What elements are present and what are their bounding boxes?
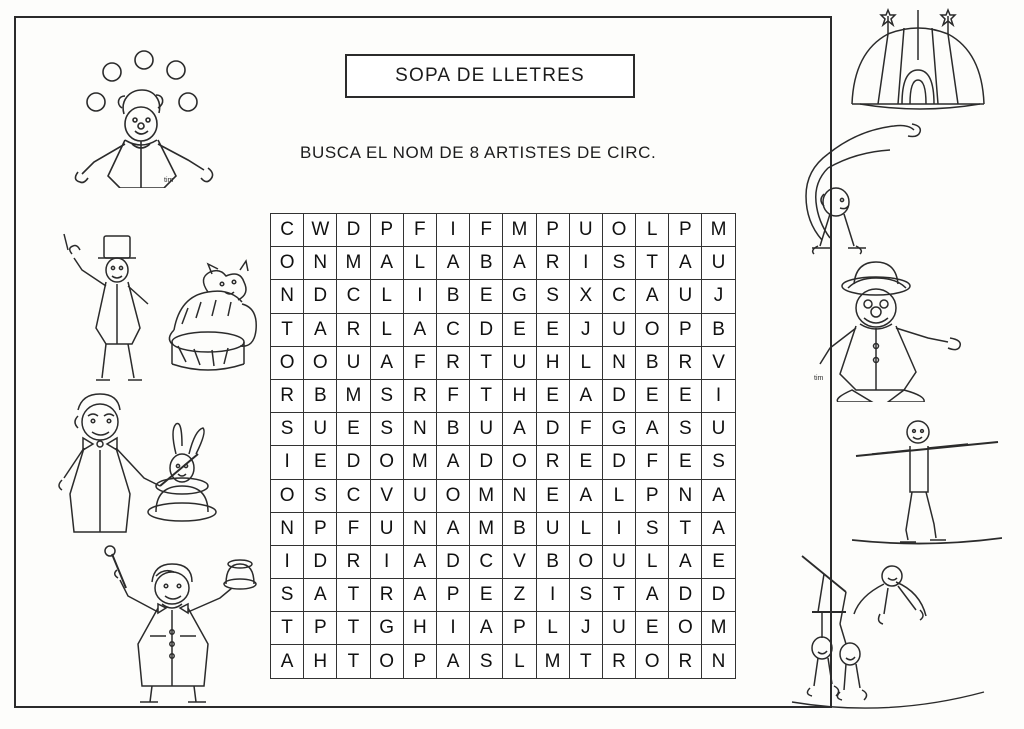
magician bbox=[48, 382, 238, 542]
grid-cell[interactable]: U bbox=[702, 247, 735, 280]
word-search-grid[interactable] bbox=[270, 213, 736, 679]
grid-cell[interactable]: P bbox=[669, 314, 702, 347]
grid-cell[interactable]: T bbox=[570, 645, 603, 678]
grid-cell[interactable]: O bbox=[669, 612, 702, 645]
grid-cell[interactable]: R bbox=[337, 546, 370, 579]
grid-cell[interactable]: D bbox=[304, 546, 337, 579]
grid-cell[interactable]: N bbox=[271, 280, 304, 313]
grid-cell[interactable]: S bbox=[603, 247, 636, 280]
grid-cell[interactable]: O bbox=[271, 347, 304, 380]
grid-cell[interactable]: B bbox=[470, 247, 503, 280]
grid-cell[interactable]: C bbox=[603, 280, 636, 313]
grid-cell[interactable]: I bbox=[371, 546, 404, 579]
grid-cell[interactable]: I bbox=[603, 513, 636, 546]
grid-cell[interactable]: T bbox=[669, 513, 702, 546]
grid-cell[interactable]: M bbox=[470, 513, 503, 546]
grid-cell[interactable]: A bbox=[702, 513, 735, 546]
grid-cell[interactable]: J bbox=[702, 280, 735, 313]
grid-cell[interactable]: W bbox=[304, 214, 337, 247]
grid-cell[interactable]: H bbox=[404, 612, 437, 645]
grid-cell[interactable]: B bbox=[537, 546, 570, 579]
grid-cell[interactable]: F bbox=[337, 513, 370, 546]
grid-cell[interactable]: A bbox=[404, 314, 437, 347]
grid-cell[interactable]: N bbox=[702, 645, 735, 678]
ringmaster bbox=[98, 544, 268, 704]
grid-cell[interactable]: N bbox=[404, 513, 437, 546]
title-box bbox=[345, 54, 635, 98]
clown bbox=[812, 252, 982, 402]
grid-cell[interactable]: L bbox=[371, 314, 404, 347]
grid-cell[interactable]: A bbox=[570, 380, 603, 413]
grid-cell[interactable]: A bbox=[437, 645, 470, 678]
grid-cell[interactable]: G bbox=[371, 612, 404, 645]
grid-cell[interactable]: I bbox=[537, 579, 570, 612]
grid-cell[interactable]: O bbox=[271, 480, 304, 513]
grid-cell[interactable]: F bbox=[470, 214, 503, 247]
grid-cell[interactable]: L bbox=[636, 214, 669, 247]
grid-cell[interactable]: X bbox=[570, 280, 603, 313]
grid-cell[interactable]: R bbox=[537, 247, 570, 280]
grid-cell[interactable]: U bbox=[702, 413, 735, 446]
grid-cell[interactable]: A bbox=[636, 413, 669, 446]
grid-cell[interactable]: H bbox=[304, 645, 337, 678]
grid-cell[interactable]: M bbox=[404, 446, 437, 479]
tightrope-walker bbox=[852, 412, 1002, 552]
grid-cell[interactable]: O bbox=[570, 546, 603, 579]
grid-cell[interactable]: O bbox=[371, 446, 404, 479]
grid-cell[interactable]: O bbox=[636, 645, 669, 678]
grid-row bbox=[271, 247, 736, 280]
grid-cell[interactable]: T bbox=[470, 347, 503, 380]
grid-cell[interactable]: R bbox=[537, 446, 570, 479]
grid-row bbox=[271, 546, 736, 579]
grid-cell[interactable]: E bbox=[537, 480, 570, 513]
grid-cell[interactable]: Z bbox=[503, 579, 536, 612]
grid-cell[interactable]: L bbox=[537, 612, 570, 645]
grid-cell[interactable]: S bbox=[470, 645, 503, 678]
grid-cell[interactable]: F bbox=[404, 214, 437, 247]
grid-cell[interactable]: N bbox=[669, 480, 702, 513]
grid-cell[interactable]: N bbox=[603, 347, 636, 380]
grid-cell[interactable]: C bbox=[271, 214, 304, 247]
grid-cell[interactable]: U bbox=[537, 513, 570, 546]
grid-cell[interactable]: S bbox=[271, 413, 304, 446]
grid-cell[interactable]: L bbox=[404, 247, 437, 280]
grid-cell[interactable]: A bbox=[503, 247, 536, 280]
grid-cell[interactable]: O bbox=[636, 314, 669, 347]
grid-cell[interactable]: B bbox=[503, 513, 536, 546]
page-title: SOPA DE LLETRES bbox=[395, 65, 585, 86]
grid-cell[interactable]: O bbox=[437, 480, 470, 513]
grid-cell[interactable]: I bbox=[570, 247, 603, 280]
grid-cell[interactable]: S bbox=[537, 280, 570, 313]
grid-cell[interactable]: O bbox=[503, 446, 536, 479]
grid-cell[interactable]: S bbox=[636, 513, 669, 546]
grid-cell[interactable]: E bbox=[669, 380, 702, 413]
grid-cell[interactable]: E bbox=[669, 446, 702, 479]
grid-cell[interactable]: S bbox=[669, 413, 702, 446]
grid-cell[interactable]: A bbox=[702, 480, 735, 513]
grid-row bbox=[271, 579, 736, 612]
grid-cell[interactable]: I bbox=[271, 446, 304, 479]
grid-cell[interactable]: D bbox=[603, 446, 636, 479]
grid-cell[interactable]: N bbox=[404, 413, 437, 446]
grid-cell[interactable]: T bbox=[337, 612, 370, 645]
grid-cell[interactable]: M bbox=[503, 214, 536, 247]
grid-cell[interactable]: A bbox=[404, 546, 437, 579]
grid-cell[interactable]: S bbox=[271, 579, 304, 612]
grid-cell[interactable]: D bbox=[337, 214, 370, 247]
grid-cell[interactable]: B bbox=[636, 347, 669, 380]
grid-cell[interactable]: D bbox=[304, 280, 337, 313]
grid-cell[interactable]: U bbox=[371, 513, 404, 546]
grid-cell[interactable]: L bbox=[603, 480, 636, 513]
grid-cell[interactable]: T bbox=[603, 579, 636, 612]
grid-cell[interactable]: A bbox=[437, 513, 470, 546]
grid-cell[interactable]: U bbox=[669, 280, 702, 313]
grid-row bbox=[271, 645, 736, 678]
grid-row bbox=[271, 612, 736, 645]
grid-cell[interactable]: U bbox=[503, 347, 536, 380]
grid-cell[interactable]: E bbox=[702, 546, 735, 579]
grid-cell[interactable]: P bbox=[304, 513, 337, 546]
grid-cell[interactable]: F bbox=[570, 413, 603, 446]
grid-row bbox=[271, 280, 736, 313]
grid-cell[interactable]: P bbox=[404, 645, 437, 678]
grid-cell[interactable]: T bbox=[337, 579, 370, 612]
grid-cell[interactable]: F bbox=[636, 446, 669, 479]
grid-cell[interactable]: U bbox=[304, 413, 337, 446]
grid-cell[interactable]: E bbox=[337, 413, 370, 446]
grid-cell[interactable]: A bbox=[570, 480, 603, 513]
grid-cell[interactable]: P bbox=[503, 612, 536, 645]
grid-cell[interactable]: M bbox=[702, 612, 735, 645]
grid-cell[interactable]: A bbox=[304, 314, 337, 347]
grid-cell[interactable]: E bbox=[636, 612, 669, 645]
grid-cell[interactable]: L bbox=[503, 645, 536, 678]
grid-cell[interactable]: A bbox=[271, 645, 304, 678]
grid-cell[interactable]: A bbox=[371, 247, 404, 280]
grid-cell[interactable]: D bbox=[437, 546, 470, 579]
grid-cell[interactable]: S bbox=[371, 413, 404, 446]
grid-cell[interactable]: E bbox=[537, 314, 570, 347]
grid-cell[interactable]: H bbox=[503, 380, 536, 413]
grid-cell[interactable]: L bbox=[636, 546, 669, 579]
grid-cell[interactable]: P bbox=[304, 612, 337, 645]
grid-cell[interactable]: L bbox=[570, 347, 603, 380]
grid-cell[interactable]: S bbox=[304, 480, 337, 513]
grid-cell[interactable]: G bbox=[603, 413, 636, 446]
grid-cell[interactable]: F bbox=[404, 347, 437, 380]
grid-cell[interactable]: T bbox=[470, 380, 503, 413]
grid-cell[interactable]: S bbox=[702, 446, 735, 479]
grid-cell[interactable]: O bbox=[271, 247, 304, 280]
grid-cell[interactable]: M bbox=[537, 645, 570, 678]
grid-cell[interactable]: N bbox=[503, 480, 536, 513]
grid-cell[interactable]: E bbox=[304, 446, 337, 479]
grid-cell[interactable]: M bbox=[337, 380, 370, 413]
grid-cell[interactable]: U bbox=[337, 347, 370, 380]
grid-cell[interactable]: R bbox=[603, 645, 636, 678]
grid-cell[interactable]: J bbox=[570, 314, 603, 347]
grid-cell[interactable]: E bbox=[636, 380, 669, 413]
grid-row bbox=[271, 480, 736, 513]
grid-cell[interactable]: R bbox=[669, 645, 702, 678]
grid-cell[interactable]: U bbox=[603, 546, 636, 579]
grid-cell[interactable]: C bbox=[337, 280, 370, 313]
grid-cell[interactable]: I bbox=[437, 612, 470, 645]
grid-cell[interactable]: B bbox=[437, 280, 470, 313]
grid-cell[interactable]: J bbox=[570, 612, 603, 645]
grid-row bbox=[271, 413, 736, 446]
grid-row bbox=[271, 513, 736, 546]
grid-cell[interactable]: E bbox=[570, 446, 603, 479]
grid-cell[interactable]: A bbox=[304, 579, 337, 612]
grid-row bbox=[271, 446, 736, 479]
grid-cell[interactable]: O bbox=[603, 214, 636, 247]
grid-cell[interactable]: A bbox=[636, 579, 669, 612]
grid-cell[interactable]: A bbox=[404, 579, 437, 612]
grid-cell[interactable]: C bbox=[470, 546, 503, 579]
grid-cell[interactable]: D bbox=[537, 413, 570, 446]
grid-cell[interactable]: R bbox=[437, 347, 470, 380]
grid-cell[interactable]: V bbox=[503, 546, 536, 579]
grid-cell[interactable]: D bbox=[603, 380, 636, 413]
grid-cell[interactable]: O bbox=[304, 347, 337, 380]
grid-cell[interactable]: F bbox=[437, 380, 470, 413]
grid-cell[interactable]: P bbox=[371, 214, 404, 247]
grid-cell[interactable]: L bbox=[570, 513, 603, 546]
svg-text:tim: tim bbox=[814, 375, 824, 382]
grid-cell[interactable]: I bbox=[271, 546, 304, 579]
grid-cell[interactable]: B bbox=[702, 314, 735, 347]
grid-cell[interactable]: L bbox=[371, 280, 404, 313]
grid-cell[interactable]: U bbox=[603, 612, 636, 645]
grid-cell[interactable]: E bbox=[537, 380, 570, 413]
grid-cell[interactable]: M bbox=[470, 480, 503, 513]
grid-cell[interactable]: H bbox=[537, 347, 570, 380]
grid-cell[interactable]: A bbox=[636, 280, 669, 313]
grid-cell[interactable]: B bbox=[437, 413, 470, 446]
grid-cell[interactable]: C bbox=[337, 480, 370, 513]
grid-cell[interactable]: I bbox=[702, 380, 735, 413]
grid-cell[interactable]: D bbox=[337, 446, 370, 479]
grid-cell[interactable]: R bbox=[669, 347, 702, 380]
grid-cell[interactable]: E bbox=[470, 280, 503, 313]
grid-row bbox=[271, 347, 736, 380]
grid-cell[interactable]: D bbox=[669, 579, 702, 612]
grid-cell[interactable]: D bbox=[470, 314, 503, 347]
grid-cell[interactable]: C bbox=[437, 314, 470, 347]
grid-cell[interactable]: A bbox=[503, 413, 536, 446]
juggler-clown bbox=[72, 48, 232, 188]
grid-cell[interactable]: B bbox=[304, 380, 337, 413]
grid-row bbox=[271, 214, 736, 247]
lion-tamer bbox=[62, 224, 262, 384]
grid-cell[interactable]: V bbox=[702, 347, 735, 380]
grid-cell[interactable]: T bbox=[271, 314, 304, 347]
grid-cell[interactable]: U bbox=[603, 314, 636, 347]
grid-cell[interactable]: M bbox=[337, 247, 370, 280]
contortionist bbox=[758, 118, 928, 258]
grid-cell[interactable]: R bbox=[371, 579, 404, 612]
grid-cell[interactable]: I bbox=[404, 280, 437, 313]
instruction-text: BUSCA EL NOM DE 8 ARTISTES DE CIRC. bbox=[300, 143, 657, 162]
grid-cell[interactable]: P bbox=[669, 214, 702, 247]
grid-cell[interactable]: V bbox=[371, 480, 404, 513]
grid-cell[interactable]: T bbox=[337, 645, 370, 678]
grid-cell[interactable]: N bbox=[271, 513, 304, 546]
grid-row bbox=[271, 314, 736, 347]
grid-cell[interactable]: A bbox=[470, 612, 503, 645]
grid-cell[interactable]: R bbox=[337, 314, 370, 347]
grid-row bbox=[271, 380, 736, 413]
grid-cell[interactable]: R bbox=[404, 380, 437, 413]
grid-cell[interactable]: A bbox=[437, 247, 470, 280]
grid-cell[interactable]: A bbox=[437, 446, 470, 479]
grid-cell[interactable]: A bbox=[669, 546, 702, 579]
trapeze-artists bbox=[788, 552, 988, 712]
grid-cell[interactable]: A bbox=[371, 347, 404, 380]
grid-cell[interactable]: M bbox=[702, 214, 735, 247]
grid-cell[interactable]: P bbox=[437, 579, 470, 612]
grid-cell[interactable]: S bbox=[371, 380, 404, 413]
grid-cell[interactable]: G bbox=[503, 280, 536, 313]
grid-cell[interactable]: D bbox=[470, 446, 503, 479]
grid-cell[interactable]: T bbox=[271, 612, 304, 645]
grid-cell[interactable]: A bbox=[669, 247, 702, 280]
grid-cell[interactable]: U bbox=[404, 480, 437, 513]
grid-cell[interactable]: T bbox=[636, 247, 669, 280]
grid-cell[interactable]: E bbox=[503, 314, 536, 347]
grid-cell[interactable]: O bbox=[371, 645, 404, 678]
grid-cell[interactable]: I bbox=[437, 214, 470, 247]
svg-text:tim: tim bbox=[164, 177, 174, 184]
grid-cell[interactable]: S bbox=[570, 579, 603, 612]
grid-cell[interactable]: U bbox=[470, 413, 503, 446]
grid-cell[interactable]: E bbox=[470, 579, 503, 612]
grid-cell[interactable]: U bbox=[570, 214, 603, 247]
grid-cell[interactable]: P bbox=[537, 214, 570, 247]
grid-cell[interactable]: D bbox=[702, 579, 735, 612]
grid-cell[interactable]: R bbox=[271, 380, 304, 413]
grid-cell[interactable]: P bbox=[636, 480, 669, 513]
grid-cell[interactable]: N bbox=[304, 247, 337, 280]
circus-tent bbox=[828, 8, 1008, 118]
